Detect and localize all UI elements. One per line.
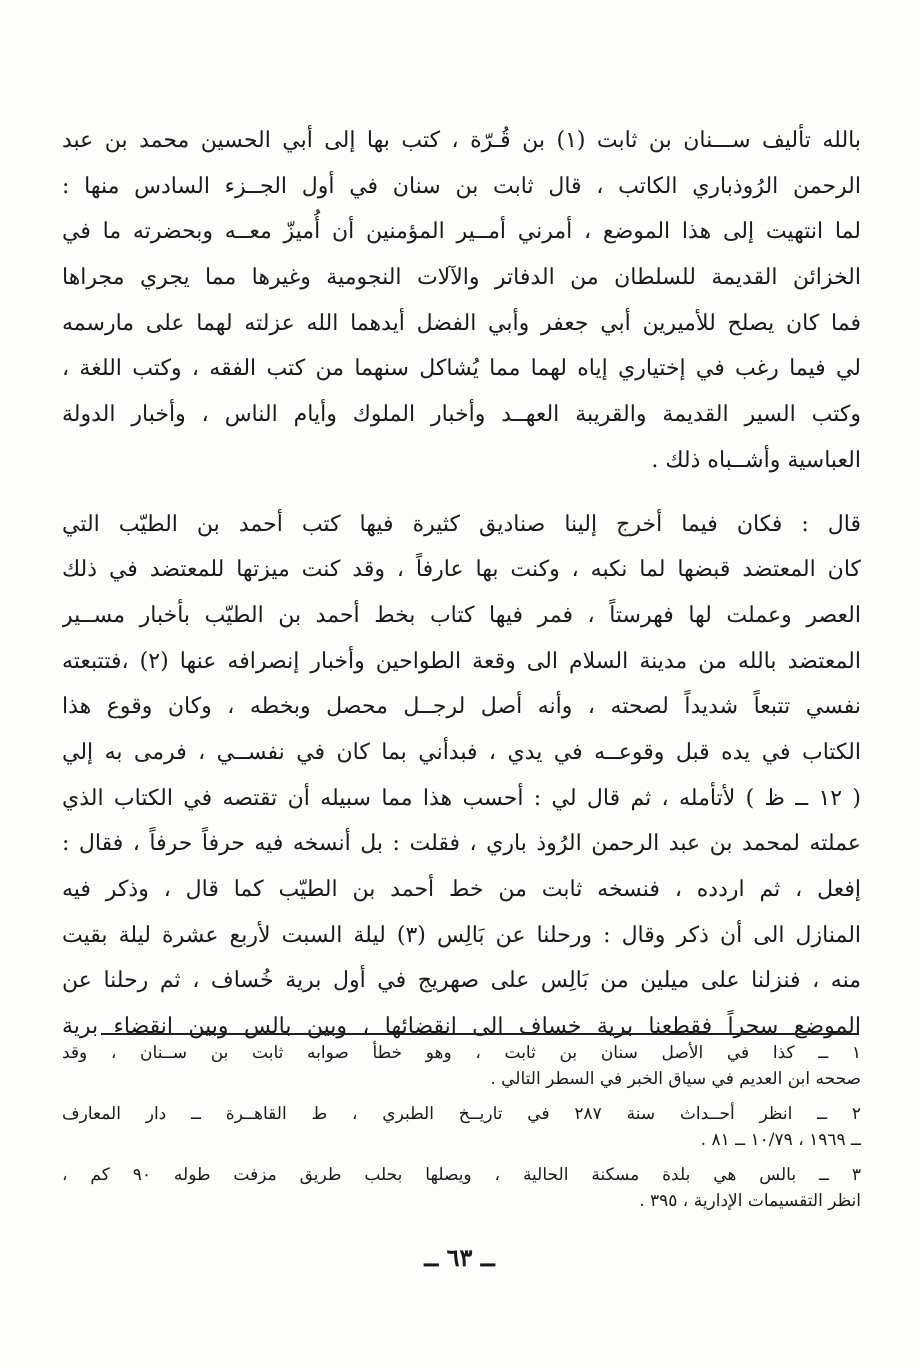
text-line: المعتضد بالله من مدينة السلام الى وقعة الطواحين وأخبار إنصرافه عنها (٢) ،فتتبعته xyxy=(62,648,861,674)
text-line: العباسية وأشــباه ذلك . xyxy=(651,447,861,473)
footnote-line: ــ ١٩٦٩ ، ١٠/٧٩ ــ ٨١ . xyxy=(700,1130,861,1150)
footnote-separator xyxy=(101,1033,859,1035)
text-line: بالله تأليف ســـنان بن ثابت (١) بن قُـرّة ، كتب بها إلى أبي الحسين محمد بن عبد xyxy=(62,128,861,153)
text-line: المنازل الى أن ذكر وقال : ورحلنا عن بَالِس (٣) ليلة السبت لأربع عشرة ليلة بقيت xyxy=(62,922,861,948)
text-line: ( ١٢ ــ ظ ) لأتأمله ، ثم قال لي : أحسب هذا مما سبيله أن تقتصه في الكتاب الذي xyxy=(62,785,861,811)
footnote-line: انظر التقسيمات الإدارية ، ٣٩٥ . xyxy=(639,1191,861,1211)
text-line: الكتاب في يده قبل وقوعــه في يدي ، فبدأني بما كان في نفســي ، فرمى به إلي xyxy=(62,739,861,765)
text-line: إفعل ، ثم اردده ، فنسخه ثابت من خط أحمد بن الطيّب كما قال ، وذكر فيه xyxy=(62,877,861,902)
text-line: لي فيما رغب في إختياري إياه لهما مما يُشاكل سنهما من كتب الفقه ، وكتب اللغة ، xyxy=(62,356,861,382)
text-line: الموضع سحراً فقطعنا برية خساف الى انقضائها ، وبين بالس وبين انقضاء برية xyxy=(62,1014,861,1040)
text-line: وكتب السير القديمة والقريبة العهــد وأخبار الملوك وأيام الناس ، وأخبار الدولة xyxy=(62,402,861,428)
text-line: عملته لمحمد بن عبد الرحمن الرُوذ باري ، فقلت : بل أنسخه فيه حرفاً حرفاً ، فقال : xyxy=(62,831,861,857)
text-line: كان المعتضد قبضها لما نكبه ، وكنت بها عارفاً ، وقد كنت ميزتها للمعتضد في ذلك xyxy=(62,557,861,583)
footnote-line: ٣ ــ بالس هي بلدة مسكنة الحالية ، ويصلها بحلب طريق مزفت طوله ٩٠ كم ، xyxy=(62,1165,861,1185)
footnote-3 xyxy=(62,1162,861,1214)
main-text xyxy=(62,118,861,1050)
text-line: الخزائن القديمة للسلطان من الدفاتر والآلات النجومية وغيرها مما يجري مجراها xyxy=(62,265,861,291)
paragraph-2 xyxy=(62,502,861,1050)
page-number: ــ ٦٣ ــ xyxy=(424,1243,495,1272)
text-line: قال : فكان فيما أخرج إلينا صناديق كثيرة فيها كتب أحمد بن الطيّب التي xyxy=(62,511,861,537)
footnote-line: ٢ ــ انظر أحــداث سنة ٢٨٧ في تاريــخ الطبري ، ط القاهــرة ــ دار المعارف xyxy=(62,1104,861,1124)
footnote-line: ١ ــ كذا في الأصل سنان بن ثابت ، وهو خطأ صوابه ثابت بن ســنان ، وقد xyxy=(62,1043,861,1063)
footnote-2 xyxy=(62,1101,861,1153)
paragraph-1 xyxy=(62,118,861,484)
text-line: الرحمن الرُوذباري الكاتب ، قال ثابت بن سنان في أول الجــزء السادس منها : xyxy=(62,173,861,199)
text-line: منه ، فنزلنا على ميلين من بَالِس على صهريج في أول برية خُساف ، ثم رحلنا عن xyxy=(62,968,861,994)
footnote-1 xyxy=(62,1040,861,1092)
text-line: نفسي تتبعاً شديداً لصحته ، وأنه أصل لرجــل محصل وبخطه ، وكان وقوع هذا xyxy=(62,694,861,720)
text-line: فما كان يصلح للأميرين أبي جعفر وأبي الفضل أيدهما الله عزلته لهما على مارسمه xyxy=(62,310,861,336)
text-line: العصر وعملت لها فهرستاً ، فمر فيها كتاب بخط أحمد بن الطيّب بأخبار مســير xyxy=(62,602,861,628)
paragraph-spacer xyxy=(62,484,861,502)
footnote-line: صححه ابن العديم في سياق الخبر في السطر التالي . xyxy=(490,1069,861,1089)
text-line: لما انتهيت إلى هذا الموضع ، أمرني أمــير المؤمنين أن أُميزّ معــه وبحضرته ما في xyxy=(62,219,861,245)
footnotes xyxy=(62,1040,861,1214)
